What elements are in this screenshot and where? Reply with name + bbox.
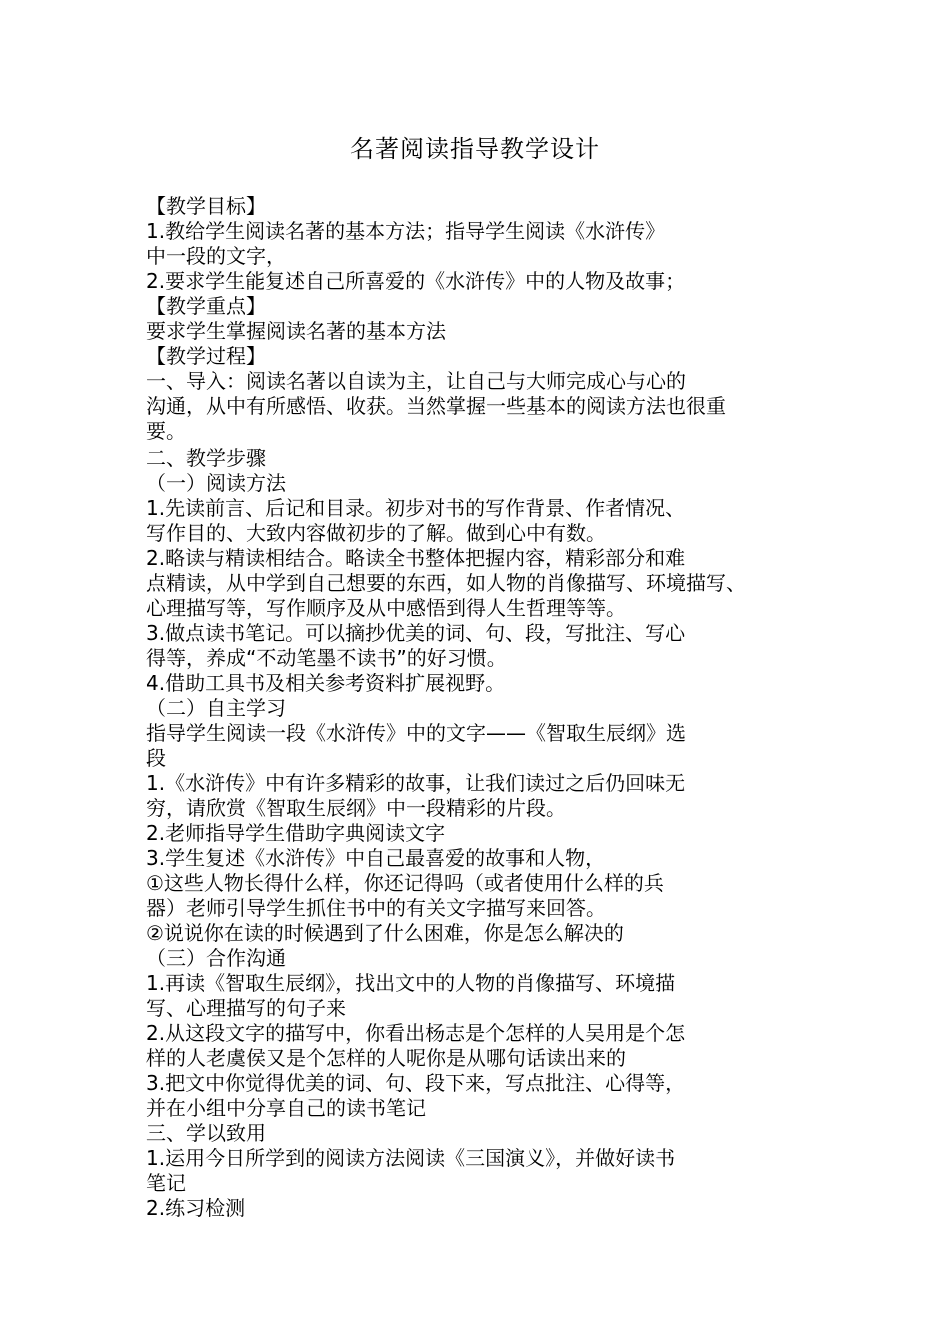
paragraph: 2.略读与精读相结合。略读全书整体把握内容，精彩部分和难 [146,546,686,570]
paragraph: 器）老师引导学生抓住书中的有关文字描写来回答。 [146,896,606,920]
section-heading-objectives: 【教学目标】 [146,194,266,218]
paragraph: 穷，请欣赏《智取生辰纲》中一段精彩的片段。 [146,796,566,820]
paragraph: 一、导入：阅读名著以自读为主，让自己与大师完成心与心的 [146,369,686,393]
subheading: （二）自主学习 [146,696,286,720]
paragraph: ①这些人物长得什么样，你还记得吗（或者使用什么样的兵 [146,871,664,895]
paragraph: 段 [146,746,166,770]
paragraph: 3.把文中你觉得优美的词、句、段下来，写点批注、心得等， [146,1071,686,1095]
paragraph: 2.从这段文字的描写中，你看出杨志是个怎样的人吴用是个怎 [146,1021,686,1045]
paragraph: 指导学生阅读一段《水浒传》中的文字——《智取生辰纲》选 [146,721,686,745]
paragraph: 笔记 [146,1171,186,1195]
paragraph: 写作目的、大致内容做初步的了解。做到心中有数。 [146,521,606,545]
section-heading-key-points: 【教学重点】 [146,294,266,318]
subheading: （三）合作沟通 [146,946,286,970]
paragraph: 1.运用今日所学到的阅读方法阅读《三国演义》，并做好读书 [146,1146,676,1170]
document-body [146,194,806,1221]
paragraph: 得等，养成“不动笔墨不读书”的好习惯。 [146,646,507,670]
paragraph: 要。 [146,419,186,443]
paragraph: 2.练习检测 [146,1196,246,1220]
document-title: 名著阅读指导教学设计 [350,135,600,163]
subheading: 三、学以致用 [146,1121,266,1145]
paragraph: 中一段的文字， [146,244,286,268]
paragraph: 点精读，从中学到自己想要的东西，如人物的肖像描写、环境描写、 [146,571,746,595]
paragraph: ②说说你在读的时候遇到了什么困难，你是怎么解决的 [146,921,624,945]
paragraph: 要求学生掌握阅读名著的基本方法 [146,319,446,343]
paragraph: 并在小组中分享自己的读书笔记 [146,1096,426,1120]
paragraph: 样的人老虞侯又是个怎样的人呢你是从哪句话读出来的 [146,1046,626,1070]
paragraph: 心理描写等，写作顺序及从中感悟到得人生哲理等等。 [146,596,626,620]
paragraph: 3.做点读书笔记。可以摘抄优美的词、句、段，写批注、写心 [146,621,686,645]
paragraph: 4.借助工具书及相关参考资料扩展视野。 [146,671,506,695]
paragraph: 1.先读前言、后记和目录。初步对书的写作背景、作者情况、 [146,496,686,520]
subheading: （一）阅读方法 [146,471,286,495]
paragraph: 1.教给学生阅读名著的基本方法；指导学生阅读《水浒传》 [146,219,666,243]
subheading: 二、教学步骤 [146,446,266,470]
paragraph: 1.再读《智取生辰纲》，找出文中的人物的肖像描写、环境描 [146,971,676,995]
paragraph: 沟通，从中有所感悟、收获。当然掌握一些基本的阅读方法也很重 [146,394,726,418]
paragraph: 写、心理描写的句子来 [146,996,346,1020]
paragraph: 3.学生复述《水浒传》中自己最喜爱的故事和人物， [146,846,606,870]
paragraph: 2.要求学生能复述自己所喜爱的《水浒传》中的人物及故事； [146,269,686,293]
section-heading-process: 【教学过程】 [146,344,266,368]
paragraph: 1.《水浒传》中有许多精彩的故事，让我们读过之后仍回味无 [146,771,686,795]
paragraph: 2.老师指导学生借助字典阅读文字 [146,821,446,845]
